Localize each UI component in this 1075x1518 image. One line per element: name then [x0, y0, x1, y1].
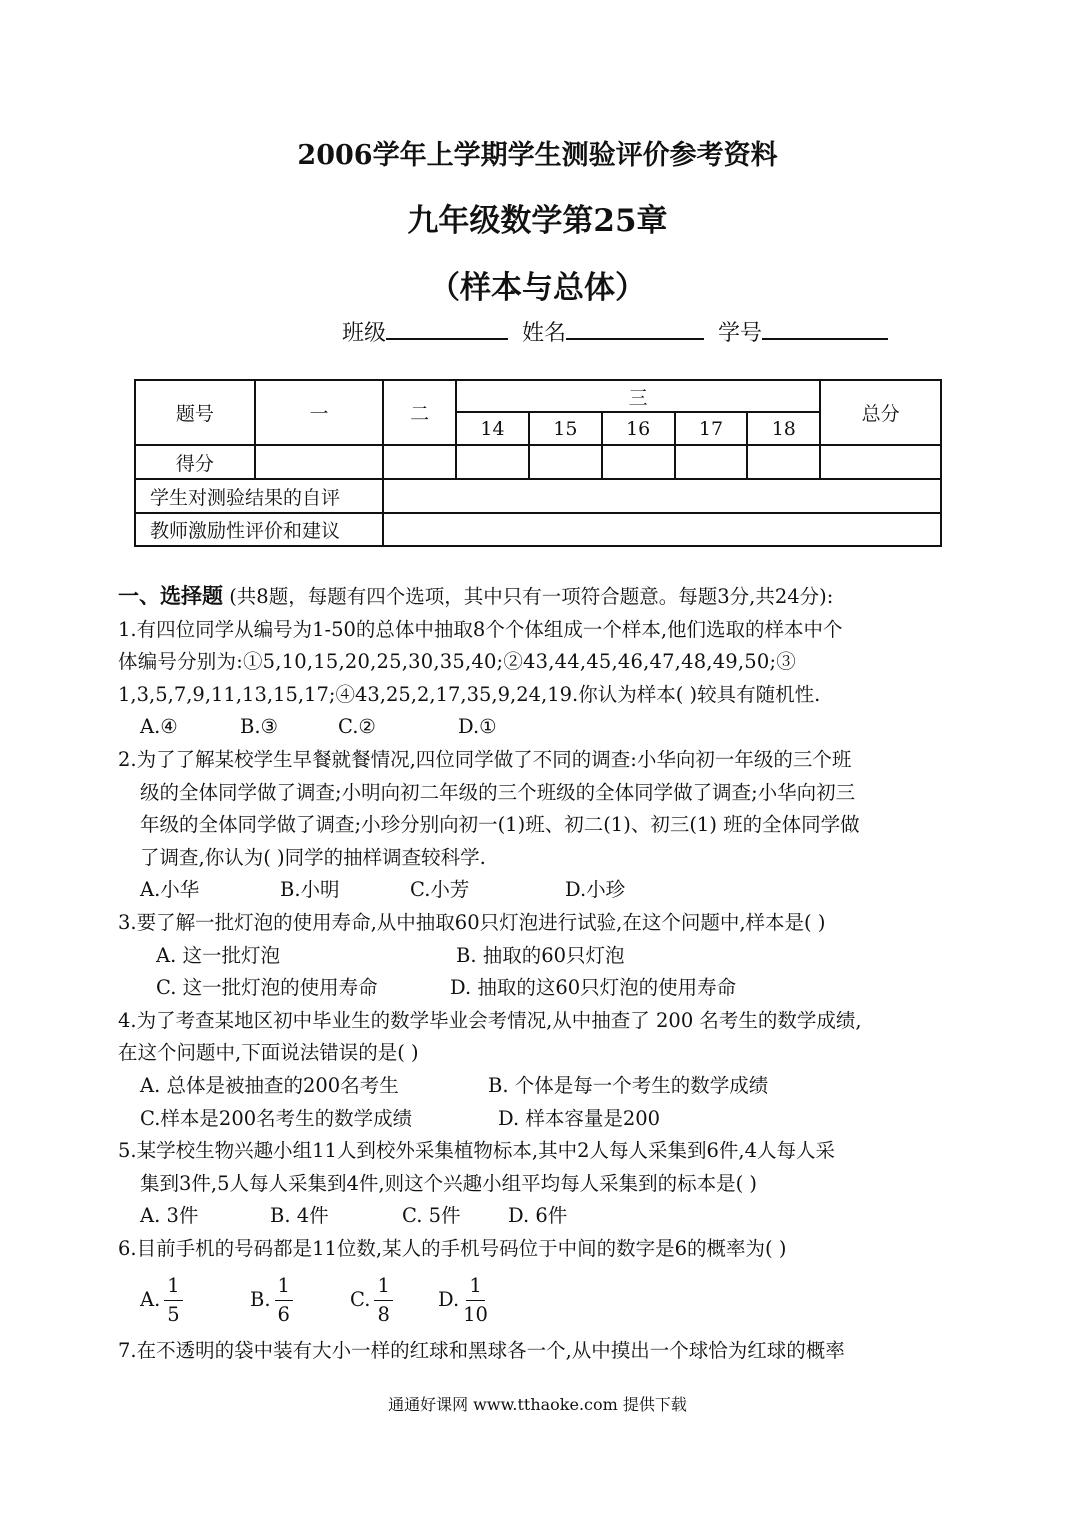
- option[interactable]: A.④: [140, 715, 178, 739]
- option[interactable]: [140, 1272, 250, 1329]
- option[interactable]: D. 6件: [508, 1204, 568, 1228]
- option[interactable]: C.样本是200名考生的数学成绩: [140, 1106, 413, 1130]
- score-cell[interactable]: [675, 445, 748, 479]
- option[interactable]: C. 5件: [402, 1204, 461, 1228]
- score-cell[interactable]: [456, 445, 529, 479]
- fraction: [463, 1272, 488, 1329]
- fraction-denominator: 6: [277, 1302, 290, 1326]
- option[interactable]: [438, 1272, 488, 1329]
- fraction-numerator: 1: [374, 1272, 392, 1301]
- question-3-options: [118, 940, 963, 973]
- name-field[interactable]: [566, 312, 704, 340]
- question-1-options: [118, 711, 963, 744]
- question-6-options: [118, 1267, 963, 1333]
- topic-title: （样本与总体）: [429, 270, 646, 306]
- option[interactable]: B. 4件: [270, 1204, 329, 1228]
- section-3-header: 三: [456, 380, 820, 412]
- question-1-line: 1.有四位同学从编号为1-50的总体中抽取8个个体组成一个样本,他们选取的样本中个: [118, 617, 843, 641]
- subq-header: 18: [747, 412, 820, 445]
- id-field[interactable]: [762, 312, 888, 340]
- option[interactable]: [250, 1272, 350, 1329]
- question-4-options: [118, 1070, 963, 1103]
- option-label: D.: [438, 1288, 460, 1312]
- teacher-eval-label: 教师激励性评价和建议: [135, 513, 383, 546]
- score-label: 得分: [135, 445, 255, 479]
- score-cell[interactable]: [820, 445, 941, 479]
- option[interactable]: D. 样本容量是200: [498, 1106, 661, 1130]
- option[interactable]: D.小珍: [565, 878, 626, 902]
- question-4-line: 在这个问题中,下面说法错误的是( ): [118, 1041, 419, 1065]
- class-label: 班级: [342, 321, 387, 346]
- question-6-line: 6.目前手机的号码都是11位数,某人的手机号码位于中间的数字是6的概率为( ): [118, 1236, 787, 1260]
- score-cell[interactable]: [602, 445, 675, 479]
- fraction-numerator: 1: [275, 1272, 293, 1301]
- subq-header: 14: [456, 412, 529, 445]
- document-title: 2006学年上学期学生测验评价参考资料: [297, 140, 778, 171]
- score-cell[interactable]: [255, 445, 384, 479]
- option[interactable]: B. 个体是每一个考生的数学成绩: [488, 1073, 769, 1097]
- option[interactable]: B.小明: [280, 878, 340, 902]
- total-header: 总分: [820, 380, 941, 445]
- section-heading: [118, 580, 963, 614]
- fraction-denominator: 5: [167, 1302, 180, 1326]
- question-3-options: [118, 972, 963, 1005]
- subq-header: 16: [602, 412, 675, 445]
- option[interactable]: A. 3件: [140, 1204, 199, 1228]
- score-cell[interactable]: [747, 445, 820, 479]
- question-2-line: 级的全体同学做了调查;小明向初二年级的三个班级的全体同学做了调查;小华向初三: [140, 780, 856, 804]
- option[interactable]: [350, 1272, 438, 1329]
- question-1-line: 1,3,5,7,9,11,13,15,17;④43,25,2,17,35,9,24,19.你认为样本( )较具有随机性.: [118, 682, 821, 706]
- name-label: 姓名: [522, 321, 567, 346]
- option[interactable]: D.①: [458, 715, 497, 739]
- question-number-header: 题号: [135, 380, 255, 445]
- option-label: B.: [250, 1288, 271, 1312]
- question-3-line: 3.要了解一批灯泡的使用寿命,从中抽取60只灯泡进行试验,在这个问题中,样本是( ): [118, 910, 826, 934]
- option[interactable]: B.③: [240, 715, 279, 739]
- option[interactable]: A. 总体是被抽查的200名考生: [140, 1073, 399, 1097]
- question-2-options: [118, 874, 963, 907]
- question-5-line: 5.某学校生物兴趣小组11人到校外采集植物标本,其中2人每人采集到6件,4人每人采: [118, 1139, 836, 1163]
- option[interactable]: C. 这一批灯泡的使用寿命: [156, 976, 378, 1000]
- fraction-denominator: 10: [463, 1302, 488, 1326]
- option[interactable]: C.小芳: [410, 878, 470, 902]
- self-eval-cell[interactable]: [383, 479, 941, 513]
- question-7-line: 7.在不透明的袋中装有大小一样的红球和黑球各一个,从中摸出一个球恰为红球的概率: [118, 1339, 845, 1363]
- fraction: [374, 1272, 392, 1329]
- question-1-line: 体编号分别为:①5,10,15,20,25,30,35,40;②43,44,45,46,47,48,49,50;③: [118, 650, 796, 674]
- id-label: 学号: [718, 321, 763, 346]
- option[interactable]: C.②: [338, 715, 376, 739]
- option[interactable]: D. 抽取的这60只灯泡的使用寿命: [450, 976, 737, 1000]
- question-5-line: 集到3件,5人每人采集到4件,则这个兴趣小组平均每人采集到的标本是( ): [140, 1171, 758, 1195]
- fraction-denominator: 8: [377, 1302, 390, 1326]
- question-2-line: 了调查,你认为( )同学的抽样调查较科学.: [140, 845, 486, 869]
- section-title: 一、选择题: [118, 583, 223, 608]
- option-label: A.: [140, 1288, 161, 1312]
- teacher-eval-cell[interactable]: [383, 513, 941, 546]
- option[interactable]: A. 这一批灯泡: [156, 943, 280, 967]
- option[interactable]: B. 抽取的60只灯泡: [456, 943, 625, 967]
- class-field[interactable]: [386, 312, 508, 340]
- question-4-line: 4.为了考查某地区初中毕业生的数学毕业会考情况,从中抽查了 200 名考生的数学成绩,: [118, 1008, 862, 1032]
- fraction: [275, 1272, 293, 1329]
- fraction: [164, 1272, 182, 1329]
- option[interactable]: A.小华: [140, 878, 200, 902]
- score-cell[interactable]: [529, 445, 602, 479]
- section-2-header: 二: [383, 380, 456, 445]
- question-2-line: 年级的全体同学做了调查;小珍分别向初一(1)班、初二(1)、初三(1) 班的全体同学做: [140, 813, 860, 837]
- question-4-options: [118, 1103, 963, 1136]
- subq-header: 17: [675, 412, 748, 445]
- question-2-line: 2.为了了解某校学生早餐就餐情况,四位同学做了不同的调查:小华向初一年级的三个班: [118, 747, 852, 771]
- chapter-title: 九年级数学第25章: [407, 203, 668, 239]
- section-1-header: 一: [255, 380, 384, 445]
- fraction-numerator: 1: [466, 1272, 484, 1301]
- option-label: C.: [350, 1288, 371, 1312]
- score-table: [134, 379, 942, 547]
- fraction-numerator: 1: [164, 1272, 182, 1301]
- question-5-options: [118, 1200, 963, 1233]
- student-info: [342, 312, 902, 347]
- questions: [118, 580, 963, 1368]
- self-eval-label: 学生对测验结果的自评: [135, 479, 383, 513]
- subq-header: 15: [529, 412, 602, 445]
- section-desc: (共8题，每题有四个选项，其中只有一项符合题意。每题3分,共24分):: [229, 585, 834, 608]
- score-cell[interactable]: [383, 445, 456, 479]
- footer-credit: 通通好课网 www.tthaoke.com 提供下载: [388, 1395, 687, 1414]
